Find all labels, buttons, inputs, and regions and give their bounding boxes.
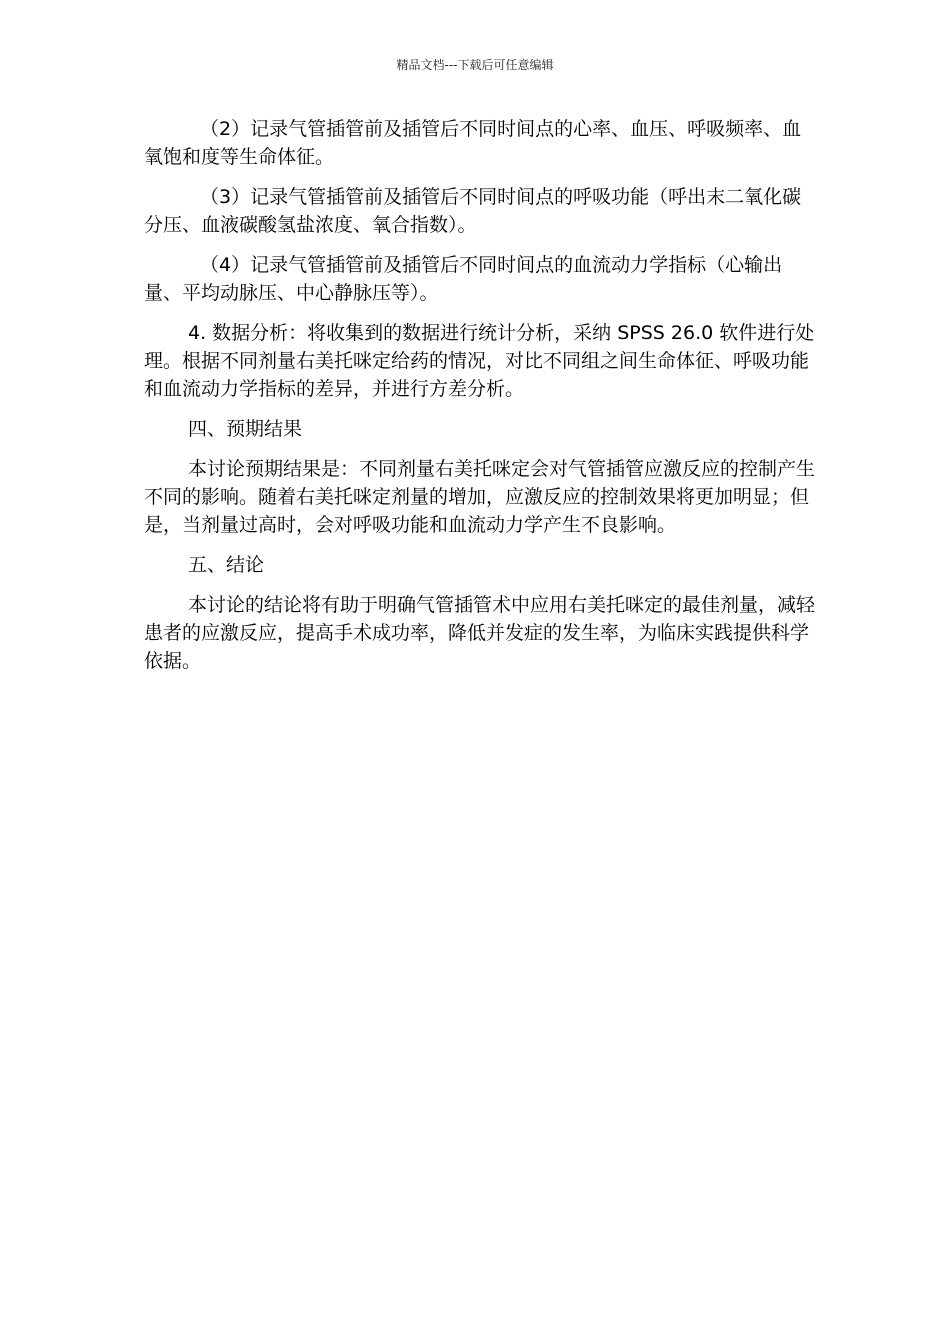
paragraph-data-analysis: 4. 数据分析：将收集到的数据进行统计分析，采纳 SPSS 26.0 软件进行处理。根据不同剂量右美托咪定给药的情况，对比不同组之间生命体征、呼吸功能和血流动力学指标的差异，并进行方差分析。 xyxy=(144,322,815,400)
paragraph-conclusion: 本讨论的结论将有助于明确气管插管术中应用右美托咪定的最佳剂量，减轻患者的应激反应，提高手术成功率，降低并发症的发生率，为临床实践提供科学依据。 xyxy=(144,594,816,672)
paragraph-record-hemodynamics: （4）记录气管插管前及插管后不同时间点的血流动力学指标（心输出量、平均动脉压、中心静脉压等）。 xyxy=(144,254,783,304)
section-heading-conclusion: 五、结论 xyxy=(188,554,265,576)
document-body xyxy=(144,115,816,687)
paragraph-record-respiratory-function: （3）记录气管插管前及插管后不同时间点的呼吸功能（呼出末二氧化碳分压、血液碳酸氢盐浓度、氧合指数）。 xyxy=(144,186,802,236)
page-header: 精品文档---下载后可任意编辑 xyxy=(396,58,554,72)
paragraph-record-vital-signs: （2）记录气管插管前及插管后不同时间点的心率、血压、呼吸频率、血氧饱和度等生命体征。 xyxy=(144,118,802,168)
paragraph-expected-results: 本讨论预期结果是：不同剂量右美托咪定会对气管插管应激反应的控制产生不同的影响。随着右美托咪定剂量的增加，应激反应的控制效果将更加明显；但是，当剂量过高时，会对呼吸功能和血流动力学产生不良影响。 xyxy=(144,458,816,536)
section-heading-expected-results: 四、预期结果 xyxy=(188,418,303,440)
